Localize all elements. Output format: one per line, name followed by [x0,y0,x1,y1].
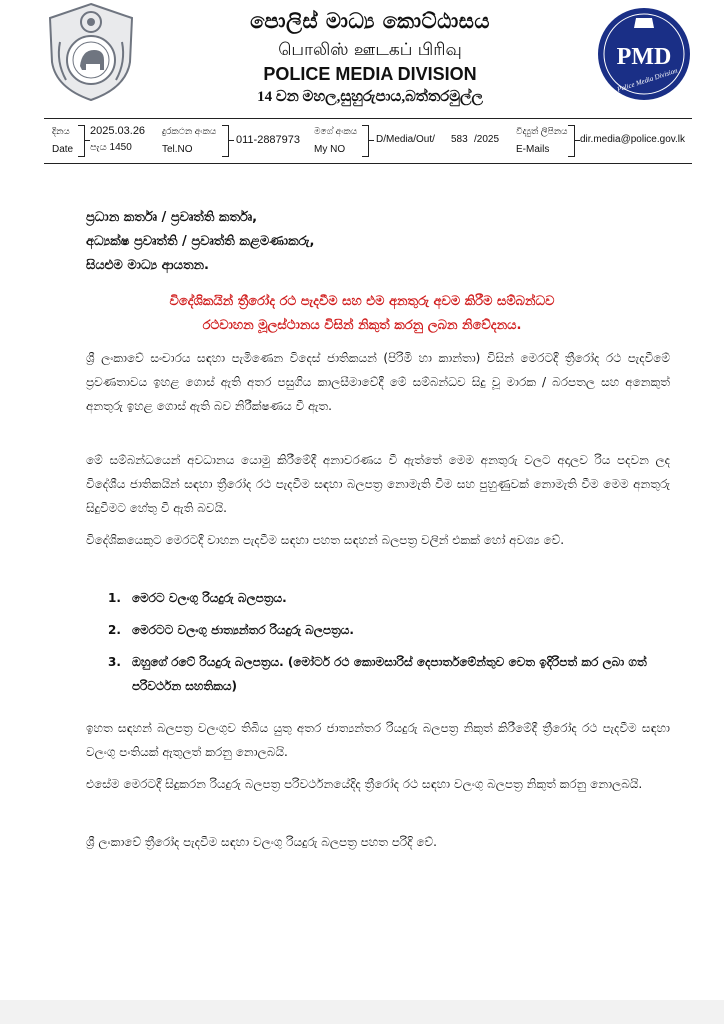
date-value: 2025.03.26 [90,125,146,137]
list-number: 2. [108,623,121,637]
list-text: මෙරටට වලංගු ජාත්‍යන්තර රියදුරු බලපත්‍රය. [132,623,354,637]
recipient-line: ප්‍රධාන කර්තෘ / ප්‍රවෘත්ති කර්තෘ, [86,210,258,225]
paragraph-6: ශ්‍රී ලංකාවේ ත්‍රීරෝද පැදවීම සඳහා වලංගු රියදුරු බලපත්‍ර පහත පරිදි වේ. [86,835,437,849]
police-crest-icon [46,2,136,102]
notice-title-line: විදේශිකයින් ත්‍රීරෝද රථ පැදවීම සහ එම අනතුරු අවම කිරීම සම්බන්ධව [169,294,555,309]
email-label-si: විද්‍යුත් ලිපිනය [516,126,568,136]
my-no-label-si: මගේ අංකය [314,126,358,136]
header-title-sinhala: පොලිස් මාධ්‍ය කොට්ඨාසය [250,8,490,33]
email-label-en: E-Mails [516,144,550,155]
list-number: 1. [108,591,121,605]
pmd-logo-text: PMD [616,44,672,70]
header-title-tamil: பொலிஸ் ஊடகப் பிரிவு [278,40,462,60]
bracket-divider [362,125,369,157]
list-text: මෙරට වලංගු රියදුරු බලපත්‍රය. [132,591,287,605]
my-no-value-year: /2025 [474,134,500,145]
phone-value: 011-2887973 [236,134,301,146]
list-text: ඔහුගේ රටේ රියදුරු බලපත්‍රය. (මෝටර් රථ කොමසාරිස් දෙපාර්තමේන්තුව වෙත ඉදිරිපත් කර ලබා ගත් පරිවර්ථන සහතිකය) [132,655,647,693]
phone-label-en: Tel.NO [162,144,193,155]
email-value: dir.media@police.gov.lk [580,134,686,145]
my-no-label-en: My NO [314,144,346,155]
license-list-item [108,650,670,698]
license-list-item [108,586,670,610]
my-no-value-number: 583 [451,134,468,145]
pmd-logo [596,6,692,102]
bracket-divider [568,125,575,157]
bracket-divider [78,125,85,157]
phone-label-si: දුරකථන අංකය [162,126,217,136]
reference-bar [44,118,692,164]
license-list-item [108,618,670,642]
bracket-divider [222,125,229,157]
time-value: පැය 1450 [90,142,132,153]
recipient-line: සියළුම මාධ්‍ය ආයතන. [86,258,209,273]
recipient-block [86,206,314,278]
list-number: 3. [108,655,121,669]
date-label-si: දිනය [52,126,70,136]
date-label-en: Date [52,144,74,155]
paragraph-2: මේ සම්බන්ධයෙන් අවධානය යොමු කිරීමේදී අනාවරණය වී ඇත්තේ මෙම අනතුරු වලට අදාලව රිය පදවන ලද විදේශීය ජාතිකයින් සඳහා ත්‍රීරෝද රථ පැදවීම සඳහා බලපත්‍ර නොමැති වීම සහ පුහුණුවක් නොමැති වීම මෙම අනතුරු සිදුවීමට හේතු වී ඇති බවයි. [86,453,670,515]
notice-title-line: රථවාහන මූලස්ථානය විසින් නිකුත් කරනු ලබන නිවේදනය. [202,318,522,333]
my-no-value-prefix: D/Media/Out/ [376,134,435,145]
notice-title [100,290,624,338]
paragraph-4: ඉහත සඳහන් බලපත්‍ර වලංගුව තිබිය යුතු අතර ජාත්‍යන්තර රියදුරු බලපත්‍ර නිකුත් කිරීමේදී ත්‍රීරෝද රථ පැදවීම සඳහා වලංගු පංතියක් ඇතුලත් කරනු නොලබයි. [86,721,670,759]
header-title-english: POLICE MEDIA DIVISION [263,64,477,84]
paragraph-5: එසේම මෙරටදී සිදුකරන රියදුරු බලපත්‍ර පරිවර්ථනයේදිද ත්‍රීරෝද රථ සඳහා වලංගු බලපත්‍ර නිකුත් කරනු නොලබයි. [86,777,643,791]
paragraph-1: ශ්‍රී ලංකාවේ සංචාරය සඳහා පැමිණෙන විදෙස් ජාතිකයන් (පිරිමි හා කාන්තා) විසින් මෙරටදී ත්‍රීරෝද රථ පැදවීමේ ප්‍රවණතාවය ඉහළ ගොස් ඇති අතර පසුගිය කාලසීමාවේදී මේ සම්බන්ධව සිදු වූ මාරක / බරපතල සහ අනෙකුත් අනතුරු ඉහළ ගොස් ඇති බව නිරීක්ෂණය වී ඇත. [86,351,670,413]
pmd-logo-ring-text: Police Media Division [616,66,679,94]
header-address: 14 වන මහල,සුහුරුපාය,බත්තරමුල්ල [257,89,483,105]
paragraph-3: විදේශිකයෙකුට මෙරටදී වාහන පැදවීම සඳහා පහත සඳහන් බලපත්‍ර වලින් එකක් හෝ අවශ්‍ය වේ. [86,533,565,547]
recipient-line: අධ්‍යක්ෂ ප්‍රවෘත්ති / ප්‍රවෘත්ති කළමණාකරු, [86,234,315,249]
